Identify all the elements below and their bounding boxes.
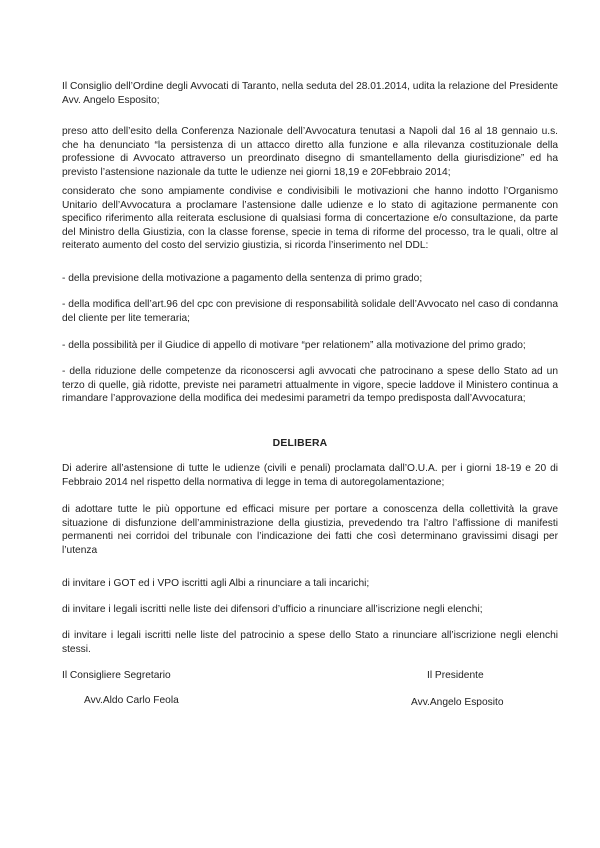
secretary-role: Il Consigliere Segretario [62, 670, 171, 681]
intro-paragraph: Il Consiglio dell’Ordine degli Avvocati di Taranto, nella seduta del 28.01.2014, udita la relazione del Presidente Avv. Angelo Esposito; [62, 81, 558, 106]
preso-atto-paragraph: preso atto dell’esito della Conferenza Nazionale dell’Avvocatura tenutasi a Napoli dal 16 al 18 gennaio u.s. che ha denunciato “la persistenza di un attacco diretto alla funzione e alla rilevanza costituzionale della professione di Avvocato attraverso un preordinato disegno di smantellamento della giurisdizione” ed ha previsto l’astensione nazionale da tutte le udienze nei giorni 18,19 e 20Febbraio 2014; [62, 126, 558, 178]
list-item-3: - della possibilità per il Giudice di appello di motivare “per relationem” alla motivazione del primo grado; [62, 340, 526, 351]
resolution-5: di invitare i legali iscritti nelle liste del patrocinio a spese dello Stato a rinunciare all’iscrizione negli elenchi stessi. [62, 630, 558, 655]
secretary-name: Avv.Aldo Carlo Feola [84, 695, 179, 706]
president-name: Avv.Angelo Esposito [411, 697, 504, 708]
considerato-paragraph: considerato che sono ampiamente condivise e condivisibili le motivazioni che hanno indotto l’Organismo Unitario dell’Avvocatura a proclamare l’astensione dalle udienze e lo stato di agitazione permanente con specifico riferimento alla reiterata esclusione di qualsiasi forma di concertazione e/o consultazione, da parte del Ministro della Giustizia, con la classe forense, specie in tema di riforme del processo, tra le quali, oltre al reiterato aumento del costo del servizio giustizia, si ricorda l’inserimento nel DDL: [62, 186, 558, 252]
president-role: Il Presidente [427, 670, 484, 681]
list-item-2: - della modifica dell’art.96 del cpc con previsione di responsabilità solidale dell’Avvocato nel caso di condanna del cliente per lite temeraria; [62, 299, 558, 324]
resolution-2: di adottare tutte le più opportune ed efficaci misure per portare a conoscenza della collettività la grave situazione di disfunzione dell’amministrazione della giustizia, prevedendo tra l’altro l’affissione di manifesti permanenti nei corridoi del tribunale con l’indicazione dei fatti che così determinano gravissimi disagi per l’utenza [62, 504, 558, 556]
delibera-heading: DELIBERA [272, 438, 328, 449]
list-item-1: - della previsione della motivazione a pagamento della sentenza di primo grado; [62, 273, 423, 284]
resolution-4: di invitare i legali iscritti nelle liste dei difensori d’ufficio a rinunciare all’iscrizione negli elenchi; [62, 604, 483, 615]
resolution-3: di invitare i GOT ed i VPO iscritti agli Albi a rinunciare a tali incarichi; [62, 578, 370, 589]
list-item-4: - della riduzione delle competenze da riconoscersi agli avvocati che patrocinano a spese dello Stato ad un terzo di quelle, già ridotte, previste nei parametri attualmente in vigore, specie laddove il Ministero continua a rimandare l’approvazione della modifica dei medesimi parametri da tempo predisposta dall’Avvocatura; [62, 366, 558, 405]
resolution-1: Di aderire all’astensione di tutte le udienze (civili e penali) proclamata dall’O.U.A. per i giorni 18-19 e 20 di Febbraio 2014 nel rispetto della normativa di legge in tema di autoregolamentazione; [62, 463, 558, 488]
